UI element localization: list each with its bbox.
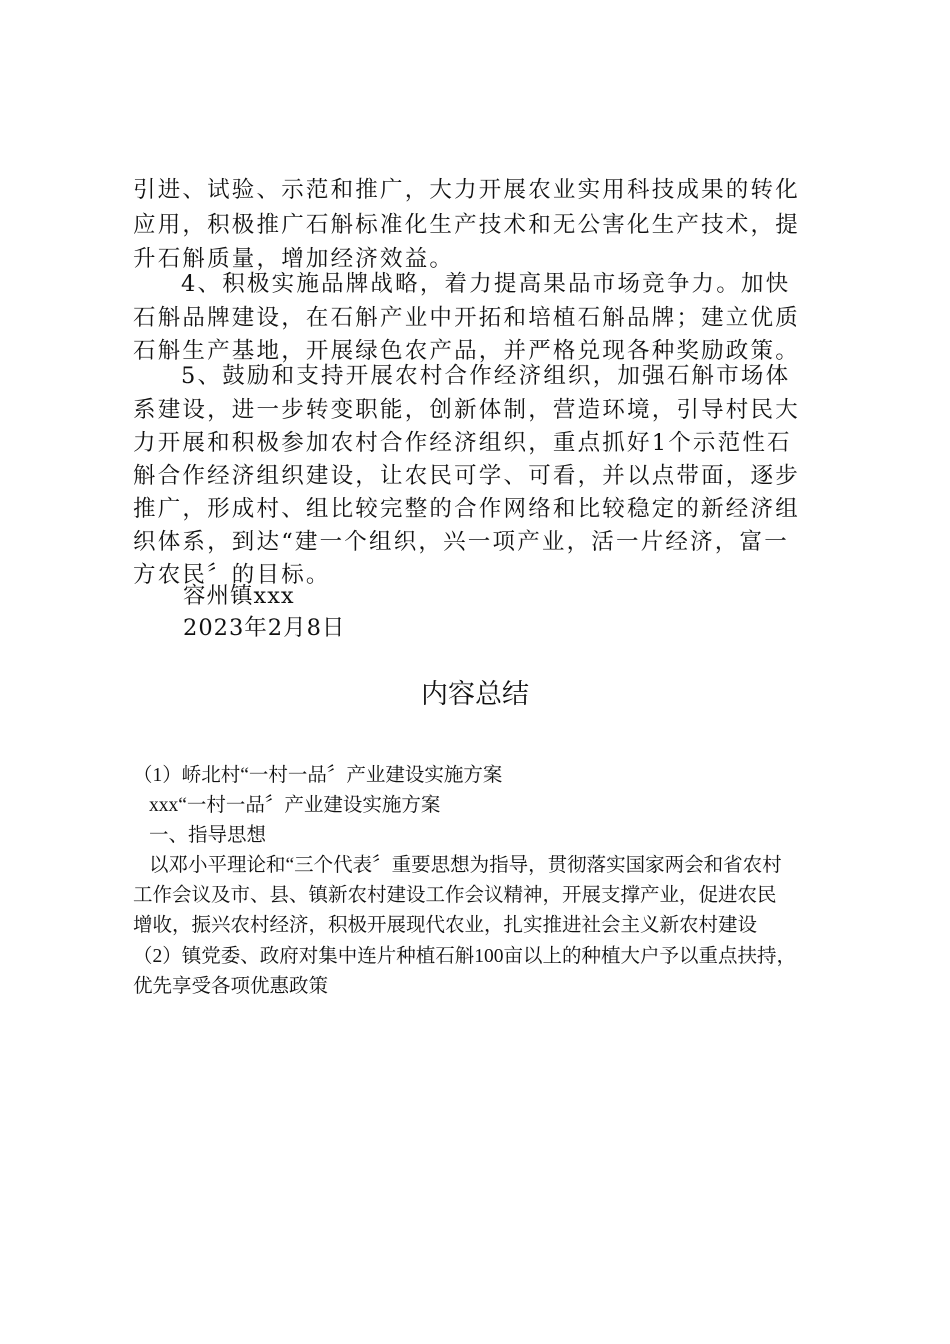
- summary-line: （1）峤北村“一村一品〞产业建设实施方案: [133, 765, 503, 786]
- summary-line: （2）镇党委、政府对集中连片种植石斛100亩以上的种植大户予以重点扶持，: [133, 946, 797, 967]
- body-line: 斛合作经济组织建设，让农民可学、可看，并以点带面，逐步: [133, 463, 800, 489]
- body-line: 织体系，到达“建一个组织，兴一项产业，活一片经济，富一: [133, 529, 789, 555]
- summary-line: 增收，振兴农村经济，积极开展现代农业，扎实推进社会主义新农村建设: [133, 915, 758, 936]
- body-line: 系建设，进一步转变职能，创新体制，营造环境，引导村民大: [133, 397, 800, 423]
- body-line: 方农民〞的目标。: [133, 562, 331, 588]
- body-line: 应用，积极推广石斛标准化生产技术和无公害化生产技术，提: [133, 212, 800, 238]
- body-line: 4、积极实施品牌战略，着力提高果品市场竞争力。加快: [181, 271, 791, 297]
- summary-line: 优先享受各项优惠政策: [133, 976, 329, 997]
- body-line: 力开展和积极参加农村合作经济组织，重点抓好1个示范性石: [133, 430, 792, 456]
- body-line: 升石斛质量，增加经济效益。: [133, 246, 455, 272]
- body-line: 5、鼓励和支持开展农村合作经济组织，加强石斛市场体: [181, 363, 791, 389]
- summary-line: xxx“一村一品〞产业建设实施方案: [149, 795, 441, 816]
- body-line: 推广，形成村、组比较完整的合作网络和比较稳定的新经济组: [133, 496, 800, 522]
- summary-title: 内容总结: [421, 679, 529, 710]
- body-line: 石斛品牌建设，在石斛产业中开拓和培植石斛品牌；建立优质: [133, 305, 800, 331]
- summary-line: 一、指导思想: [149, 825, 267, 846]
- summary-line: 工作会议及市、县、镇新农村建设工作会议精神，开展支撑产业，促进农民: [133, 885, 777, 906]
- summary-line: 以邓小平理论和“三个代表〞重要思想为指导，贯彻落实国家两会和省农村: [149, 855, 782, 876]
- body-line: 石斛生产基地，开展绿色农产品，并严格兑现各种奖励政策。: [133, 338, 800, 364]
- signature: 容州镇xxx: [183, 583, 295, 609]
- body-line: 引进、试验、示范和推广，大力开展农业实用科技成果的转化: [133, 177, 800, 203]
- date: 2023年2月8日: [183, 615, 346, 641]
